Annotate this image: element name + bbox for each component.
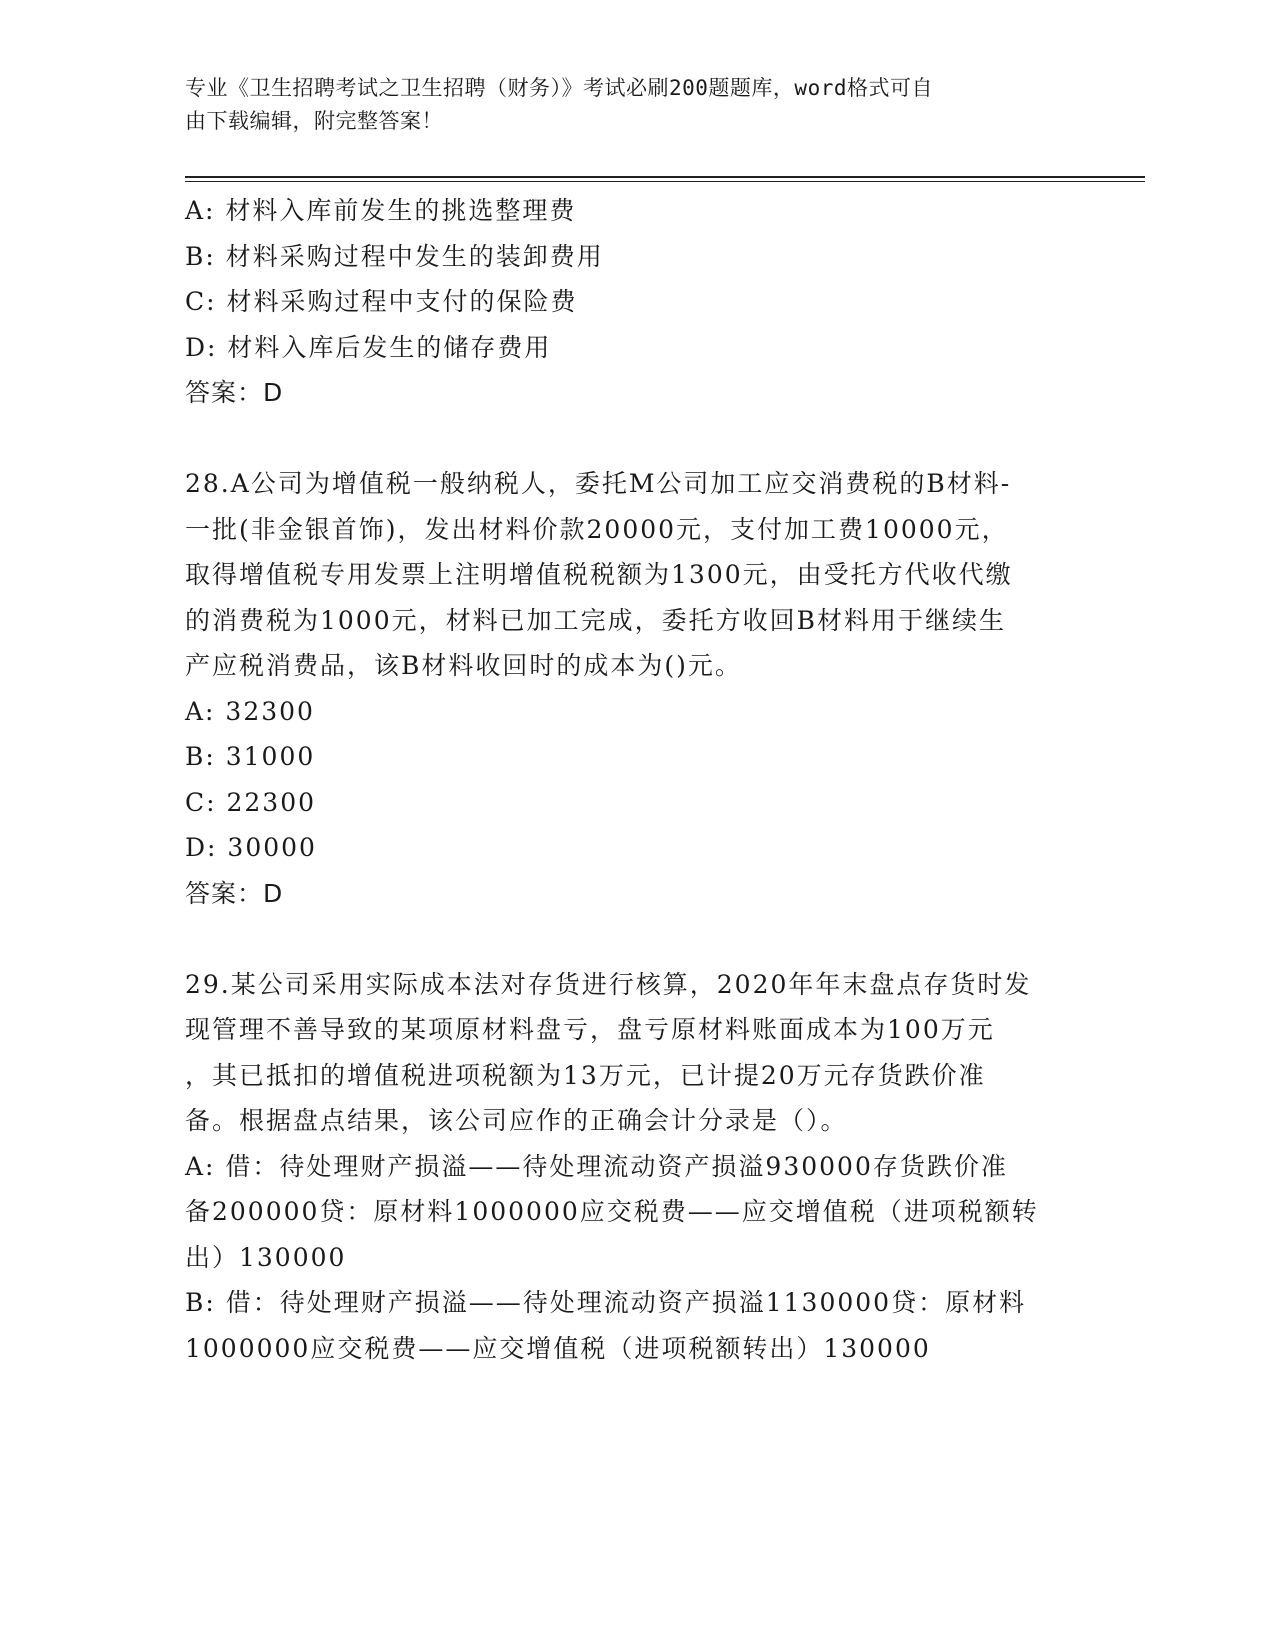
header-divider-thin — [185, 181, 1145, 182]
question-stem-line: 产应税消费品，该B材料收回时的成本为()元。 — [185, 651, 742, 680]
option-a-line: 备200000贷：原材料1000000应交税费——应交增值税（进项税额转 — [185, 1197, 1039, 1226]
spacer — [185, 916, 1085, 962]
question-stem-line: 现管理不善导致的某项原材料盘亏，盘亏原材料账面成本为100万元 — [185, 1015, 995, 1044]
question-stem-line: ，其已抵扣的增值税进项税额为13万元，已计提20万元存货跌价准 — [185, 1060, 986, 1090]
document-header — [185, 72, 1065, 138]
question-28 — [185, 461, 1085, 916]
answer-line: 答案：D — [185, 378, 284, 407]
option-d: D: 30000 — [185, 833, 317, 862]
option-b: B: 材料采购过程中发生的装卸费用 — [185, 241, 604, 271]
question-stem-line: 一批(非金银首饰)，发出材料价款20000元，支付加工费10000元， — [185, 514, 1009, 544]
option-a: A: 32300 — [185, 696, 315, 726]
question-stem-line: 29.某公司采用实际成本法对存货进行核算，2020年年末盘点存货时发 — [185, 969, 1032, 999]
option-a-line: A: 借：待处理财产损溢——待处理流动资产损溢930000存货跌价准 — [185, 1151, 1008, 1181]
question-stem-line: 的消费税为1000元，材料已加工完成，委托方收回B材料用于继续生 — [185, 605, 1006, 635]
question-27 — [185, 188, 1085, 416]
option-c: C: 22300 — [185, 787, 317, 817]
option-b-line: 1000000应交税费——应交增值税（进项税额转出）130000 — [185, 1333, 931, 1363]
option-a: A: 材料入库前发生的挑选整理费 — [185, 196, 577, 225]
question-stem-line: 取得增值税专用发票上注明增值税税额为1300元，由受托方代收代缴 — [185, 560, 1013, 589]
question-content — [185, 188, 1085, 1371]
answer-line: 答案：D — [185, 878, 284, 908]
option-c: C: 材料采购过程中支付的保险费 — [185, 287, 578, 316]
option-b-line: B: 借：待处理财产损溢——待处理流动资产损溢1130000贷：原材料 — [185, 1288, 1027, 1317]
question-29 — [185, 962, 1085, 1372]
option-d: D: 材料入库后发生的储存费用 — [185, 332, 552, 362]
spacer — [185, 416, 1085, 462]
header-line-2: 由下载编辑，附完整答案！ — [185, 109, 443, 133]
question-stem-line: 备。根据盘点结果，该公司应作的正确会计分录是（）。 — [185, 1106, 848, 1135]
option-b: B: 31000 — [185, 742, 316, 771]
option-a-line: 出）130000 — [185, 1242, 347, 1272]
header-divider-thick — [185, 176, 1145, 178]
header-line-1: 专业《卫生招聘考试之卫生招聘（财务）》考试必刷200题题库，word格式可自 — [185, 76, 933, 100]
question-stem-line: 28.A公司为增值税一般纳税人，委托M公司加工应交消费税的B材料- — [185, 469, 1012, 498]
